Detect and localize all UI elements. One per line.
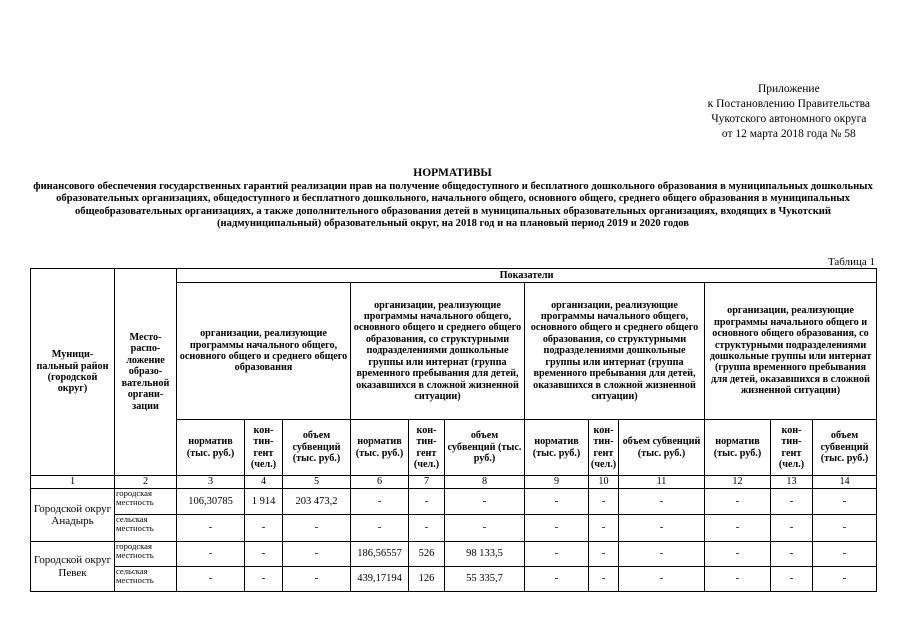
subheader-contingent: кон-тин-гент (чел.) — [245, 420, 283, 476]
municipality-cell: Городской округ Анадырь — [31, 489, 115, 542]
value-cell: - — [445, 489, 525, 515]
value-cell: 126 — [409, 567, 445, 592]
value-cell: - — [351, 515, 409, 542]
value-cell: - — [283, 567, 351, 592]
value-cell: 526 — [409, 542, 445, 567]
table-row — [31, 489, 877, 515]
header-group-2: организации, реализующие программы начального общего, основного общего и среднего общего образования, со структурными подразделениями дошкольные группы или интернат (группа временного пребывания для детей, оказавшихся в сложной жизненной ситуации) — [351, 283, 525, 420]
subheader-contingent: кон-тин-гент (чел.) — [409, 420, 445, 476]
header-indicators: Показатели — [177, 269, 877, 283]
value-cell: - — [245, 542, 283, 567]
value-cell: 98 133,5 — [445, 542, 525, 567]
column-number: 3 — [177, 476, 245, 489]
value-cell: - — [705, 489, 771, 515]
column-number: 4 — [245, 476, 283, 489]
value-cell: 203 473,2 — [283, 489, 351, 515]
value-cell: - — [283, 515, 351, 542]
header-group-3: организации, реализующие программы начального общего, основного общего и среднего общего образования, со структурными подразделениями дошкольные группы или интернат (группа временного пребывания для детей, оказавшихся в сложной жизненной ситуации) — [525, 283, 705, 420]
appendix-line-4: от 12 марта 2018 года № 58 — [721, 128, 856, 140]
column-number: 11 — [619, 476, 705, 489]
value-cell: - — [589, 567, 619, 592]
table-row — [31, 515, 877, 542]
value-cell: - — [177, 542, 245, 567]
document-title: НОРМАТИВЫ — [413, 167, 492, 179]
value-cell: 1 914 — [245, 489, 283, 515]
subheader-subvention: объем субвенций (тыс. руб.) — [619, 420, 705, 476]
header-municipality: Муници-пальный район (городской округ) — [31, 269, 115, 476]
header-location: Место-распо-ложение образо-вательной органи-зации — [115, 269, 177, 476]
subheader-subvention: объем субвенций (тыс. руб.) — [283, 420, 351, 476]
value-cell: 439,17194 — [351, 567, 409, 592]
subheader-norm: норматив (тыс. руб.) — [705, 420, 771, 476]
location-cell: сельская местность — [115, 567, 177, 592]
location-cell: городская местность — [115, 542, 177, 567]
table-caption: Таблица 1 — [827, 256, 875, 268]
appendix-line-3: Чукотского автономного округа — [711, 113, 867, 125]
value-cell: - — [445, 515, 525, 542]
column-number: 5 — [283, 476, 351, 489]
column-number: 10 — [589, 476, 619, 489]
header-group-1: организации, реализующие программы начального общего, основного общего и среднего общего образования — [177, 283, 351, 420]
value-cell: - — [525, 542, 589, 567]
value-cell: - — [705, 567, 771, 592]
appendix-line-2: к Постановлению Правительства — [707, 98, 870, 110]
value-cell: 186,56557 — [351, 542, 409, 567]
value-cell: 106,30785 — [177, 489, 245, 515]
value-cell: - — [619, 542, 705, 567]
value-cell: - — [813, 489, 877, 515]
value-cell: - — [351, 489, 409, 515]
normatives-table — [30, 268, 877, 592]
value-cell: - — [771, 567, 813, 592]
value-cell: - — [771, 515, 813, 542]
value-cell: - — [771, 542, 813, 567]
value-cell: - — [771, 489, 813, 515]
value-cell: - — [813, 542, 877, 567]
column-number: 13 — [771, 476, 813, 489]
value-cell: - — [245, 515, 283, 542]
value-cell: - — [589, 542, 619, 567]
value-cell: 55 335,7 — [445, 567, 525, 592]
municipality-cell: Городской округ Певек — [31, 542, 115, 592]
column-number: 1 — [31, 476, 115, 489]
column-number: 12 — [705, 476, 771, 489]
value-cell: - — [813, 567, 877, 592]
column-number: 2 — [115, 476, 177, 489]
subheader-subvention: объем субвенций (тыс. руб.) — [445, 420, 525, 476]
document-subtitle: финансового обеспечения государственных гарантий реализации прав на получение общедоступного и бесплатного дошкольного образования в муниципальных дошкольных образовательных организациях, общедоступного и бесплатного дошкольного, начального общего, основного общего, среднего общего образования в муниципальных общеобразовательных организациях, а также дополнительного образования детей в муниципальных образовательных организациях, входящих в Чукотский (надмуниципальный) образовательный округ, на 2018 год и на плановый период 2019 и 2020 годов — [33, 181, 873, 229]
location-cell: сельская местность — [115, 515, 177, 542]
value-cell: - — [705, 542, 771, 567]
column-number: 8 — [445, 476, 525, 489]
appendix-block — [708, 82, 870, 142]
value-cell: - — [525, 489, 589, 515]
value-cell: - — [705, 515, 771, 542]
column-number: 14 — [813, 476, 877, 489]
value-cell: - — [177, 567, 245, 592]
appendix-line-1: Приложение — [757, 83, 820, 95]
value-cell: - — [245, 567, 283, 592]
column-number: 6 — [351, 476, 409, 489]
subheader-subvention: объем субвенций (тыс. руб.) — [813, 420, 877, 476]
value-cell: - — [525, 567, 589, 592]
subheader-contingent: кон-тин-гент (чел.) — [589, 420, 619, 476]
value-cell: - — [177, 515, 245, 542]
column-number: 7 — [409, 476, 445, 489]
value-cell: - — [589, 515, 619, 542]
value-cell: - — [619, 489, 705, 515]
value-cell: - — [409, 515, 445, 542]
value-cell: - — [283, 542, 351, 567]
subheader-norm: норматив (тыс. руб.) — [177, 420, 245, 476]
value-cell: - — [619, 567, 705, 592]
header-group-4: организации, реализующие программы начального общего и основного общего образования, со структурными подразделениями дошкольные группы или интернат (группа временного пребывания для детей, оказавшихся в сложной жизненной ситуации) — [705, 283, 877, 420]
table-row — [31, 567, 877, 592]
subheader-norm: норматив (тыс. руб.) — [351, 420, 409, 476]
subheader-norm: норматив (тыс. руб.) — [525, 420, 589, 476]
value-cell: - — [589, 489, 619, 515]
column-number: 9 — [525, 476, 589, 489]
table-row — [31, 542, 877, 567]
subheader-contingent: кон-тин-гент (чел.) — [771, 420, 813, 476]
value-cell: - — [619, 515, 705, 542]
location-cell: городская местность — [115, 489, 177, 515]
value-cell: - — [525, 515, 589, 542]
value-cell: - — [409, 489, 445, 515]
value-cell: - — [813, 515, 877, 542]
